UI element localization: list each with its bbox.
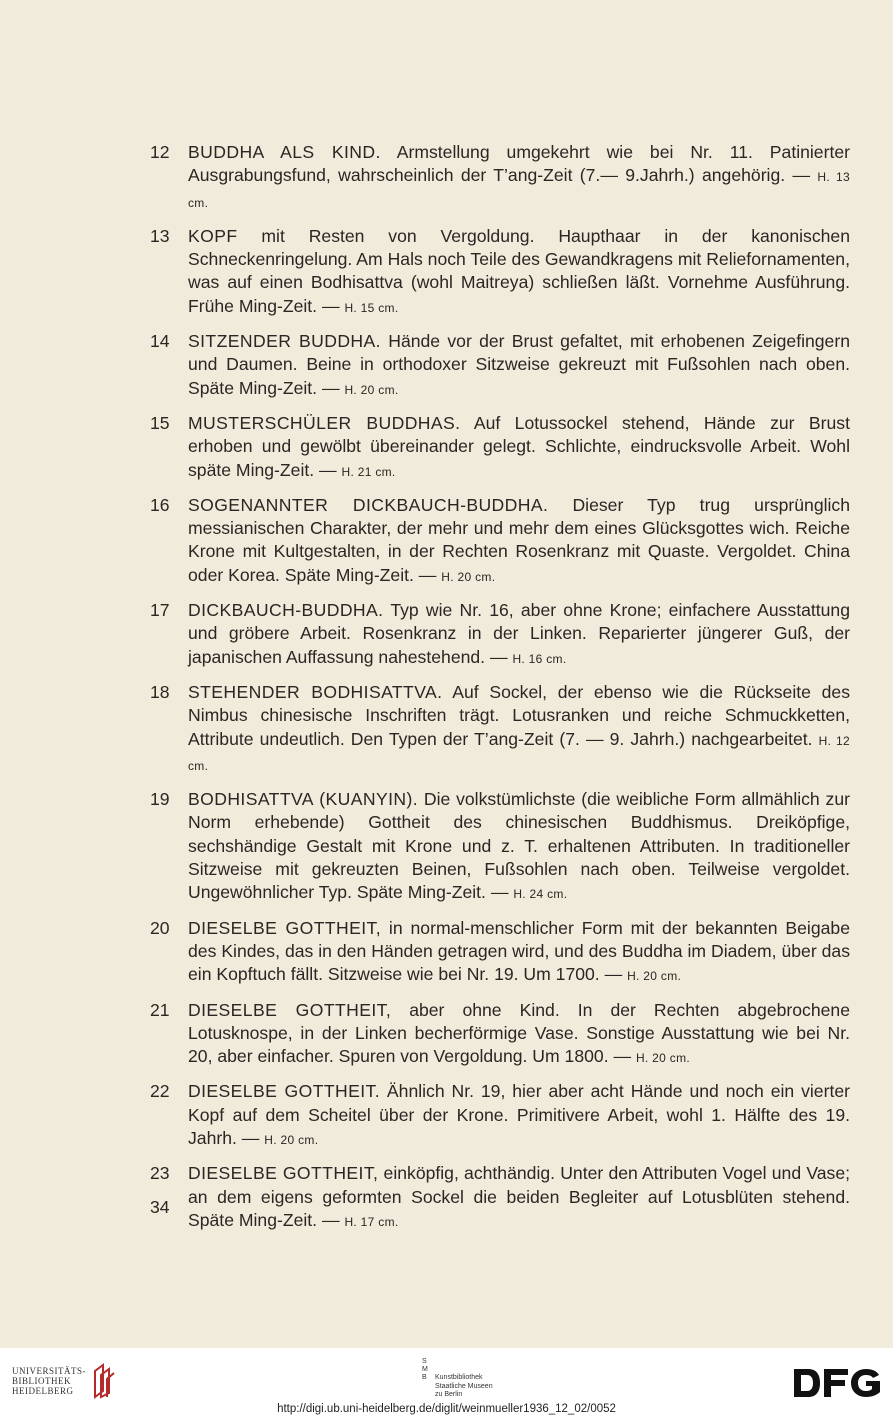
entry-title: DIESELBE GOTTHEIT.: [188, 1081, 381, 1102]
smb-text: Kunstbibliothek: [435, 1374, 483, 1382]
smb-row: [422, 1391, 493, 1399]
smb-letter: M: [422, 1366, 428, 1374]
university-line: HEIDELBERG: [12, 1386, 74, 1396]
entry-title: STEHENDER BODHISATTVA.: [188, 681, 443, 702]
entry-height: H. 20 cm.: [627, 969, 682, 984]
entry-title: DIESELBE GOTTHEIT,: [188, 1163, 379, 1184]
smb-letter: [422, 1383, 435, 1391]
entry-height: H. 20 cm.: [441, 569, 496, 584]
smb-row: [422, 1366, 493, 1374]
heidelberg-library-logo[interactable]: [12, 1363, 116, 1399]
entry-description: in normal-menschlicher Form mit der bekannten Beigabe des Kindes, das in den Händen getragen wird, und des Buddha im Diadem, über das ein Kopftuch fällt. Sitzweise wie bei Nr. 19. Um 1700. —: [188, 917, 850, 985]
university-mark-icon: [92, 1363, 116, 1399]
university-line: UNIVERSITÄTS-: [12, 1366, 86, 1376]
entry-number: 22: [150, 1081, 170, 1102]
entry-height: H. 13 cm.: [188, 170, 850, 210]
entry-number: 18: [150, 681, 170, 702]
entry-title: DIESELBE GOTTHEIT,: [188, 999, 392, 1020]
catalog-entry: [150, 1162, 850, 1234]
footer-bar: [0, 1348, 893, 1417]
entry-height: H. 20 cm.: [264, 1132, 319, 1147]
smb-letter: S: [422, 1358, 427, 1365]
entry-description: einköpfig, achthändig. Unter den Attributen Vogel und Vase; an dem eigens geformten Sockel die beiden Begleiter auf Lotusblüten stehend. Späte Ming-Zeit. —: [188, 1163, 851, 1230]
entry-height: H. 24 cm.: [513, 887, 568, 902]
entry-number: 12: [150, 142, 170, 162]
catalog-entry: [150, 494, 850, 589]
source-url[interactable]: http://digi.ub.uni-heidelberg.de/diglit/weinmueller1936_12_02/0052: [277, 1403, 616, 1415]
catalog-entries: [150, 141, 850, 1244]
dfg-logo-icon[interactable]: [794, 1368, 880, 1398]
catalog-entry: [150, 681, 850, 778]
university-name: [12, 1366, 86, 1396]
entry-number: 23: [150, 1163, 170, 1184]
entry-height: H. 20 cm.: [344, 382, 399, 397]
smb-letter: [422, 1391, 435, 1399]
entry-number: 16: [150, 494, 170, 515]
smb-row: [422, 1383, 493, 1391]
entry-title: SITZENDER BUDDHA.: [188, 331, 381, 352]
university-line: BIBLIOTHEK: [12, 1376, 71, 1386]
catalog-entry: [150, 141, 850, 215]
entry-number: 15: [150, 412, 170, 433]
smb-row: [422, 1358, 493, 1366]
catalog-entry: [150, 225, 850, 320]
entry-description: Auf Sockel, der ebenso wie die Rückseite des Nimbus chinesische Inschriften trägt. Lotusranken und reiche Schmuckketten, Attribute undeutlich. Den Typen der T’ang-Zeit (7. — 9. Jahrh.) nachgearbeitet.: [188, 681, 850, 749]
entry-number: 17: [150, 600, 170, 621]
smb-letter: B: [422, 1374, 427, 1382]
catalog-entry: [150, 330, 850, 402]
smb-kunstbibliothek-logo[interactable]: [422, 1358, 493, 1399]
entry-title: DICKBAUCH-BUDDHA.: [188, 600, 384, 621]
entry-description: Auf Lotussockel stehend, Hände zur Brust erhoben und gewölbt übereinander gelegt. Schlichte, eindrucksvolle Arbeit. Wohl späte Ming-Zeit. —: [188, 412, 850, 480]
smb-text: Staatliche Museen: [435, 1382, 493, 1390]
page-number: 34: [150, 1197, 170, 1217]
entry-description: Dieser Typ trug ursprünglich messianischen Charakter, der mehr und mehr dem eines Glücksgottes wich. Reiche Krone mit Kultgestalten, in der Rechten Rosenkranz mit Quaste. Vergoldet. China oder Korea. Späte Ming-Zeit. —: [188, 494, 850, 585]
smb-text: zu Berlin: [435, 1390, 463, 1398]
catalog-entry: [150, 599, 850, 671]
entry-description: Typ wie Nr. 16, aber ohne Krone; einfachere Ausstattung und gröbere Arbeit. Rosenkranz in der Linken. Reparierter jüngerer Guß, der japanischen Auffassung nahestehend. —: [188, 600, 850, 667]
entry-description: aber ohne Kind. In der Rechten abgebrochene Lotusknospe, in der Linken becherförmige Vase. Sonstige Ausstattung wie bei Nr. 20, aber einfacher. Spuren von Vergoldung. Um 1800. —: [188, 999, 850, 1067]
entry-height: H. 21 cm.: [341, 464, 396, 479]
entry-description: Ähnlich Nr. 19, hier aber acht Hände und noch ein vierter Kopf auf dem Scheitel über der Krone. Primitivere Arbeit, wohl 1. Hälfte des 19. Jahrh. —: [188, 1081, 850, 1148]
entry-description: Hände vor der Brust gefaltet, mit erhobenen Zeigefingern und Daumen. Beine in orthodoxer Sitzweise gekreuzt mit Fußsohlen nach oben. Späte Ming-Zeit. —: [188, 331, 850, 398]
entry-description: Die volkstümlichste (die weibliche Form allmählich zur Norm erhebende) Gottheit des chinesischen Buddhismus. Dreiköpfige, sechshändige Gestalt mit Krone und z. T. erhaltenen Attributen. In traditioneller Sitzweise mit gekreuzten Beinen, Fußsohlen nach oben. Teilweise vergoldet. Ungewöhnlicher Typ. Späte Ming-Zeit. —: [188, 789, 850, 903]
catalog-entry: [150, 1080, 850, 1152]
smb-row: [422, 1374, 493, 1382]
entry-number: 14: [150, 331, 170, 352]
entry-title: BODHISATTVA (KUANYIN).: [188, 789, 419, 810]
catalog-entry: [150, 788, 850, 906]
entry-number: 19: [150, 789, 170, 810]
entry-title: KOPF: [188, 225, 238, 246]
entry-height: H. 17 cm.: [344, 1214, 399, 1229]
entry-title: DIESELBE GOTTHEIT,: [188, 917, 382, 938]
entry-title: BUDDHA ALS KIND.: [188, 142, 381, 162]
entry-height: H. 12 cm.: [188, 733, 850, 773]
entry-height: H. 16 cm.: [512, 651, 567, 666]
entry-description: Armstellung umgekehrt wie bei Nr. 11. Patinierter Ausgrabungsfund, wahrscheinlich der T’ang-Zeit (7.— 9.Jahrh.) angehörig. —: [188, 142, 850, 186]
entry-number: 21: [150, 999, 170, 1020]
entry-height: H. 20 cm.: [635, 1051, 690, 1066]
entry-title: MUSTERSCHÜLER BUDDHAS.: [188, 412, 461, 433]
catalog-entry: [150, 999, 850, 1071]
catalog-entry: [150, 917, 850, 989]
entry-number: 13: [150, 225, 170, 246]
entry-title: SOGENANNTER DICKBAUCH-BUDDHA.: [188, 494, 549, 515]
entry-number: 20: [150, 917, 170, 938]
entry-height: H. 15 cm.: [344, 300, 399, 315]
catalog-entry: [150, 412, 850, 484]
entry-description: mit Resten von Vergoldung. Haupthaar in der kanonischen Schneckenringelung. Am Hals noch Teile des Gewandkragens mit Reliefornamenten, was auf einen Bodhisattva (wohl Maitreya) schließen läßt. Vornehme Ausführung. Frühe Ming-Zeit. —: [188, 225, 850, 316]
